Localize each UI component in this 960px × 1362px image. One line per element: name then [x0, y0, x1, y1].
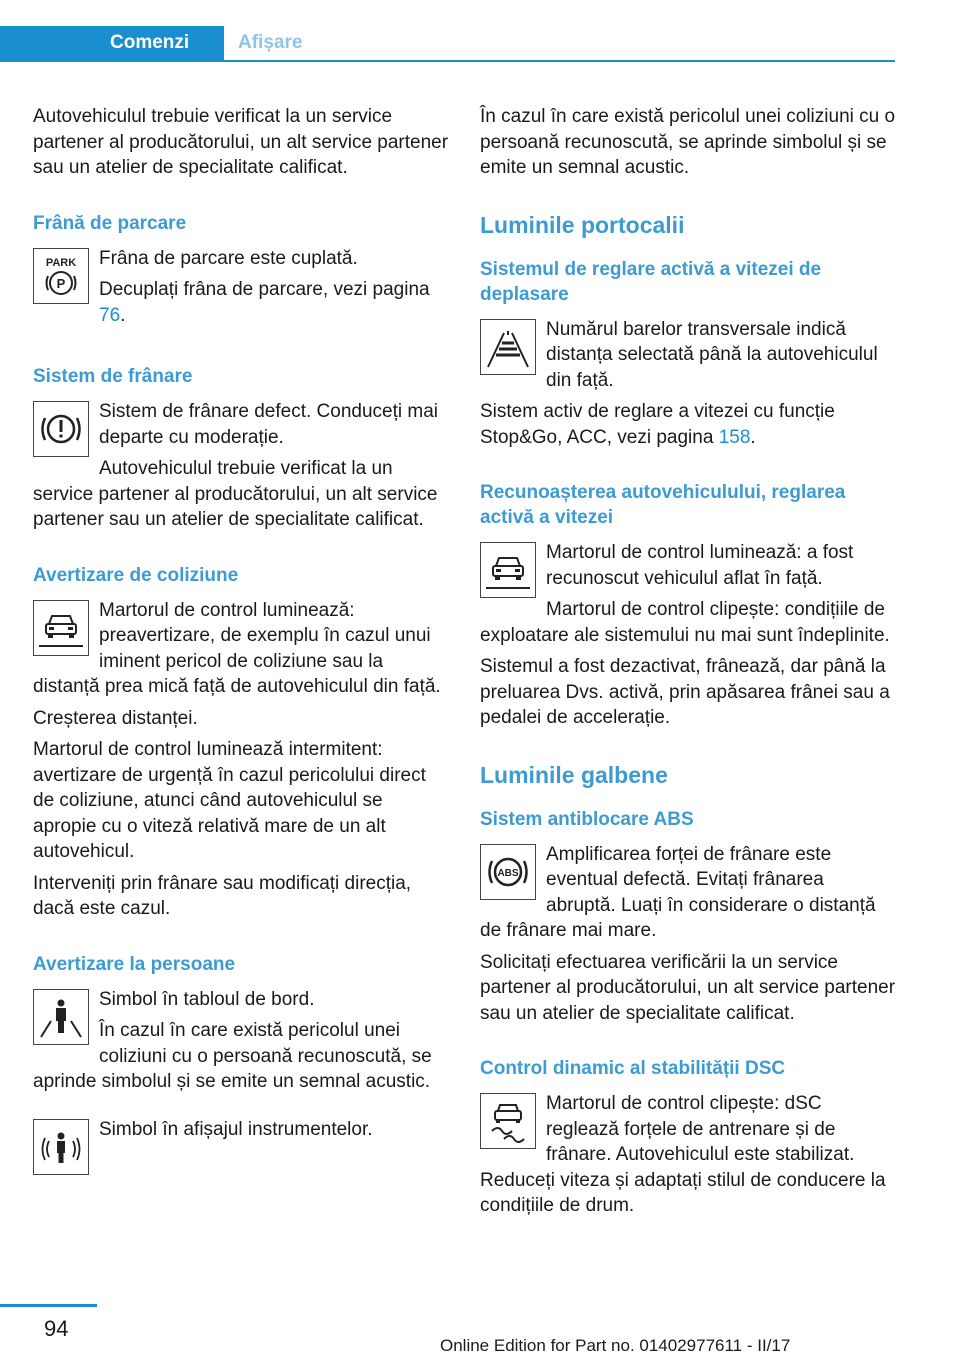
tab-comenzi[interactable]: Comenzi [0, 26, 224, 60]
collision-warning-text-3: Martorul de control luminează intermitent: avertizare de urgență în cazul pericolului direct de coliziune, atunci când autovehiculul se apropie cu o viteză relativă mare de un alt autovehicul. [33, 739, 426, 862]
collision-warning-text-2: Creșterea distanței. [33, 707, 198, 729]
parking-brake-heading: Frână de parcare [33, 212, 187, 234]
right-column [480, 104, 898, 1225]
brake-system-text-1: Sistem de frânare defect. Conduceți mai departe cu moderație. [99, 401, 439, 448]
orange-lights-heading: Luminile portocalii [480, 211, 685, 238]
svg-text:PARK: PARK [45, 256, 77, 269]
distance-bars-icon [480, 319, 536, 375]
edition-footer: Online Edition for Part no. 01402977611 - II/17 [440, 1336, 791, 1355]
left-column [33, 104, 451, 1185]
parking-brake-text-2: Decuplați frâna de parcare, vezi pagina 76. [99, 279, 430, 326]
intro-text: Autovehiculul trebuie verificat la un service partener al producătorului, un alt service partener sau un atelier de specialitate calificat. [33, 106, 449, 178]
pedestrian-display-text: Simbol în afișajul instrumentelor. [99, 1118, 373, 1140]
dsc-text-1: Martorul de control clipește: dSC reglează forțele de antrenare și de frânare. Autovehiculul este stabilizat. Reduceți viteza și adaptați stilul de conducere la condițiile de drum. [480, 1093, 886, 1216]
tab-afisare[interactable]: Afișare [238, 32, 303, 53]
acc-heading: Sistemul de reglare activă a vitezei de deplasare [480, 258, 822, 305]
footer-accent-line [0, 1304, 97, 1307]
brake-system-icon [33, 401, 89, 457]
abs-icon [480, 844, 536, 900]
dsc-heading: Control dinamic al stabilității DSC [480, 1058, 786, 1079]
parking-brake-icon [33, 248, 89, 304]
parking-brake-text-1: Frâna de parcare este cuplată. [99, 247, 358, 269]
vehicle-detection-text-3: Sistemul a fost dezactivat, frânează, dar până la preluarea Dvs. activă, prin apăsarea frânei sau a pedalei de accelerație. [480, 656, 890, 728]
vehicle-detection-heading: Recunoașterea autovehiculului, reglarea activă a vitezei [480, 482, 846, 528]
vehicle-detected-icon [480, 542, 536, 598]
svg-text:ABS: ABS [497, 867, 519, 879]
pedestrian-continuation-text: În cazul în care există pericolul unei coliziuni cu o persoană recunoscută, se aprinde simbolul și se emite un semnal acustic. [480, 106, 896, 178]
page-link-76[interactable]: 76 [99, 304, 121, 326]
collision-warning-block [33, 598, 451, 922]
header-tabs [0, 26, 895, 62]
abs-heading: Sistem antiblocare ABS [480, 808, 694, 830]
vehicle-detection-text-2: Martorul de control clipește: condițiile de exploatare ale sistemului nu mai sunt îndeplinite. [480, 599, 890, 646]
abs-text-2: Solicitați efectuarea verificării la un service partener al producătorului, un alt service partener sau un atelier de specialitate calificat. [480, 951, 896, 1024]
pedestrian-display-block [33, 1117, 451, 1179]
abs-block [480, 842, 898, 1027]
collision-warning-icon [33, 600, 89, 656]
acc-text-1: Numărul barelor transversale indică distanța selectată până la autovehiculul din față. [546, 318, 878, 391]
page-link-158[interactable]: 158 [718, 426, 751, 448]
pedestrian-display-icon [33, 1119, 89, 1175]
acc-block [480, 317, 898, 451]
collision-warning-text-1: Martorul de control luminează: preavertizare, de exemplu în cazul unui iminent pericol de coliziune sau la distanță prea mică față de autovehiculul din față. [33, 599, 441, 697]
parking-brake-block [33, 246, 451, 335]
brake-system-block [33, 399, 451, 533]
brake-system-text-2: Autovehiculul trebuie verificat la un service partener al producătorului, un alt service partener sau un atelier de specialitate calificat. [33, 458, 438, 530]
svg-text:P: P [56, 275, 66, 291]
brake-system-heading: Sistem de frânare [33, 366, 193, 387]
pedestrian-warning-block [33, 987, 451, 1095]
yellow-lights-heading: Luminile galbene [480, 761, 668, 788]
page-number: 94 [44, 1316, 69, 1341]
pedestrian-warning-icon [33, 989, 89, 1045]
pedestrian-warning-text-2: În cazul în care există pericolul unei coliziuni cu o persoană recunoscută, se aprinde simbolul și se emite un semnal acustic. [33, 1020, 432, 1092]
collision-warning-text-4: Interveniți prin frânare sau modificați direcția, dacă este cazul. [33, 872, 412, 919]
dsc-icon [480, 1093, 536, 1149]
collision-warning-heading: Avertizare de coliziune [33, 564, 239, 586]
pedestrian-warning-text-1: Simbol în tabloul de bord. [99, 988, 315, 1010]
vehicle-detection-text-1: Martorul de control luminează: a fost recunoscut vehiculul aflat în față. [546, 542, 854, 589]
acc-text-2: Sistem activ de reglare a vitezei cu funcție Stop&Go, ACC, vezi pagina 158. [480, 401, 835, 448]
vehicle-detection-block [480, 540, 898, 731]
pedestrian-warning-heading: Avertizare la persoane [33, 953, 236, 975]
dsc-block [480, 1091, 898, 1219]
abs-text-1: Amplificarea forței de frânare este eventual defectă. Evitați frânarea abruptă. Luați în considerare o distanță de frânare mai mare. [480, 843, 876, 941]
